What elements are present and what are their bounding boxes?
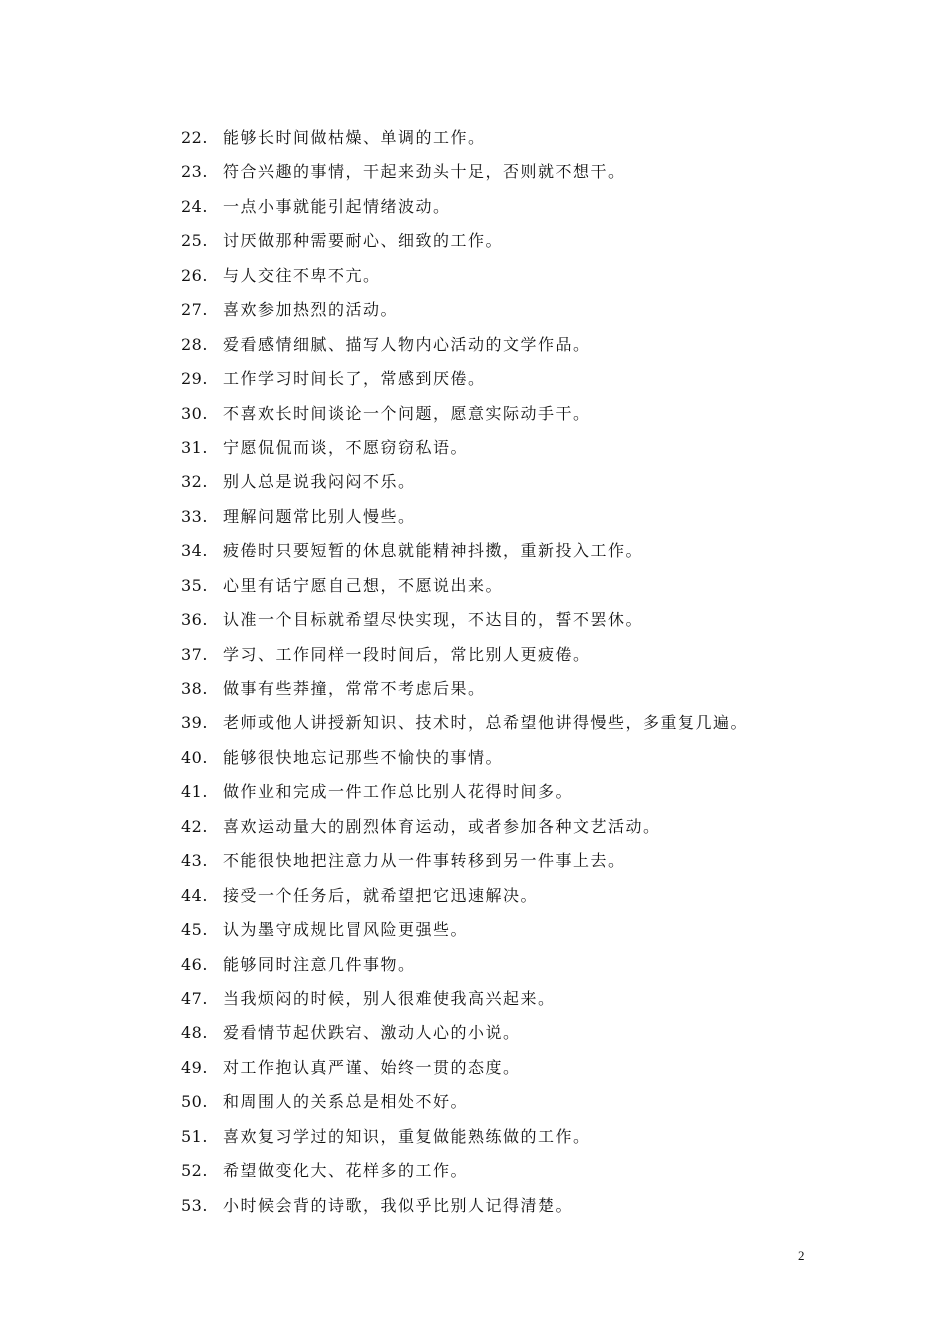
item-number: 29. (181, 369, 208, 389)
questionnaire-item (181, 672, 861, 706)
item-text: 讨厌做那种需要耐心、细致的工作。 (223, 231, 504, 251)
item-text: 爱看情节起伏跌宕、激动人心的小说。 (223, 1023, 521, 1043)
item-text: 接受一个任务后，就希望把它迅速解决。 (223, 885, 539, 905)
item-number: 22. (181, 128, 208, 147)
item-number: 35. (181, 575, 208, 595)
item-text: 能够很快地忘记那些不愉快的事情。 (223, 747, 504, 767)
item-text: 做作业和完成一件工作总比别人花得时间多。 (223, 782, 574, 802)
item-text: 理解问题常比别人慢些。 (223, 506, 416, 526)
item-text: 学习、工作同样一段时间后，常比别人更疲倦。 (223, 644, 591, 664)
item-text: 喜欢运动量大的剧烈体育运动，或者参加各种文艺活动。 (223, 816, 661, 836)
item-text: 宁愿侃侃而谈，不愿窃窃私语。 (223, 437, 469, 457)
questionnaire-item (181, 1154, 861, 1188)
item-number: 28. (181, 334, 208, 354)
item-text: 和周围人的关系总是相处不好。 (223, 1092, 469, 1112)
item-text: 认为墨守成规比冒风险更强些。 (223, 920, 469, 940)
item-number: 25. (181, 231, 208, 251)
questionnaire-item (181, 844, 861, 878)
questionnaire-item (181, 1120, 861, 1154)
questionnaire-item (181, 431, 861, 465)
item-text: 心里有话宁愿自己想，不愿说出来。 (223, 575, 504, 595)
item-text: 希望做变化大、花样多的工作。 (223, 1161, 469, 1181)
item-text: 不喜欢长时间谈论一个问题，愿意实际动手干。 (223, 403, 591, 423)
item-text: 当我烦闷的时候，别人很难使我高兴起来。 (223, 988, 556, 1008)
questionnaire-item (181, 534, 861, 568)
item-number: 23. (181, 162, 208, 182)
questionnaire-item (181, 603, 861, 637)
item-text: 对工作抱认真严谨、始终一贯的态度。 (223, 1057, 521, 1077)
questionnaire-item (181, 810, 861, 844)
item-number: 38. (181, 679, 208, 698)
questionnaire-item (181, 293, 861, 327)
item-text: 工作学习时间长了，常感到厌倦。 (223, 369, 486, 389)
item-number: 47. (181, 988, 208, 1008)
questionnaire-item-list (181, 121, 861, 1223)
questionnaire-item (181, 500, 861, 534)
item-number: 52. (181, 1161, 208, 1181)
item-number: 39. (181, 713, 208, 733)
item-number: 27. (181, 300, 208, 320)
questionnaire-item (181, 569, 861, 603)
questionnaire-item (181, 913, 861, 947)
item-number: 37. (181, 644, 208, 664)
item-number: 46. (181, 954, 208, 974)
questionnaire-item (181, 775, 861, 809)
item-text: 喜欢复习学过的知识，重复做能熟练做的工作。 (223, 1126, 591, 1146)
questionnaire-item (181, 1189, 861, 1223)
item-text: 爱看感情细腻、描写人物内心活动的文学作品。 (223, 334, 591, 354)
item-number: 32. (181, 472, 208, 492)
item-number: 26. (181, 265, 208, 285)
questionnaire-item (181, 948, 861, 982)
questionnaire-item (181, 1016, 861, 1050)
item-text: 认准一个目标就希望尽快实现，不达目的，誓不罢休。 (223, 610, 644, 630)
questionnaire-item (181, 706, 861, 740)
item-number: 51. (181, 1126, 208, 1146)
item-number: 31. (181, 437, 208, 457)
item-number: 24. (181, 196, 208, 216)
questionnaire-item (181, 1051, 861, 1085)
questionnaire-item (181, 1085, 861, 1119)
questionnaire-item (181, 362, 861, 396)
questionnaire-item (181, 465, 861, 499)
item-text: 一点小事就能引起情绪波动。 (223, 196, 451, 216)
item-number: 50. (181, 1092, 208, 1112)
item-number: 30. (181, 403, 208, 423)
item-number: 45. (181, 920, 208, 940)
item-text: 能够同时注意几件事物。 (223, 954, 416, 974)
item-text: 能够长时间做枯燥、单调的工作。 (223, 128, 486, 147)
page-number: 2 (798, 1248, 805, 1263)
questionnaire-item (181, 741, 861, 775)
item-text: 不能很快地把注意力从一件事转移到另一件事上去。 (223, 851, 626, 871)
questionnaire-item (181, 879, 861, 913)
item-text: 老师或他人讲授新知识、技术时，总希望他讲得慢些，多重复几遍。 (223, 713, 749, 733)
item-text: 做事有些莽撞，常常不考虑后果。 (223, 679, 486, 698)
item-number: 34. (181, 541, 208, 561)
item-number: 41. (181, 782, 208, 802)
item-number: 36. (181, 610, 208, 630)
item-number: 33. (181, 506, 208, 526)
questionnaire-item (181, 397, 861, 431)
item-number: 48. (181, 1023, 208, 1043)
item-text: 别人总是说我闷闷不乐。 (223, 472, 416, 492)
questionnaire-item (181, 259, 861, 293)
questionnaire-item (181, 190, 861, 224)
questionnaire-item (181, 328, 861, 362)
item-number: 40. (181, 747, 208, 767)
item-text: 喜欢参加热烈的活动。 (223, 300, 399, 320)
item-number: 44. (181, 885, 208, 905)
questionnaire-item (181, 224, 861, 258)
item-text: 小时候会背的诗歌，我似乎比别人记得清楚。 (223, 1195, 574, 1215)
item-text: 疲倦时只要短暂的休息就能精神抖擞，重新投入工作。 (223, 541, 644, 561)
questionnaire-item (181, 982, 861, 1016)
questionnaire-item (181, 121, 861, 155)
item-number: 42. (181, 816, 208, 836)
item-text: 符合兴趣的事情，干起来劲头十足，否则就不想干。 (223, 162, 626, 182)
item-text: 与人交往不卑不亢。 (223, 265, 381, 285)
questionnaire-item (181, 638, 861, 672)
questionnaire-item (181, 155, 861, 189)
item-number: 53. (181, 1195, 208, 1215)
item-number: 43. (181, 851, 208, 871)
item-number: 49. (181, 1057, 208, 1077)
